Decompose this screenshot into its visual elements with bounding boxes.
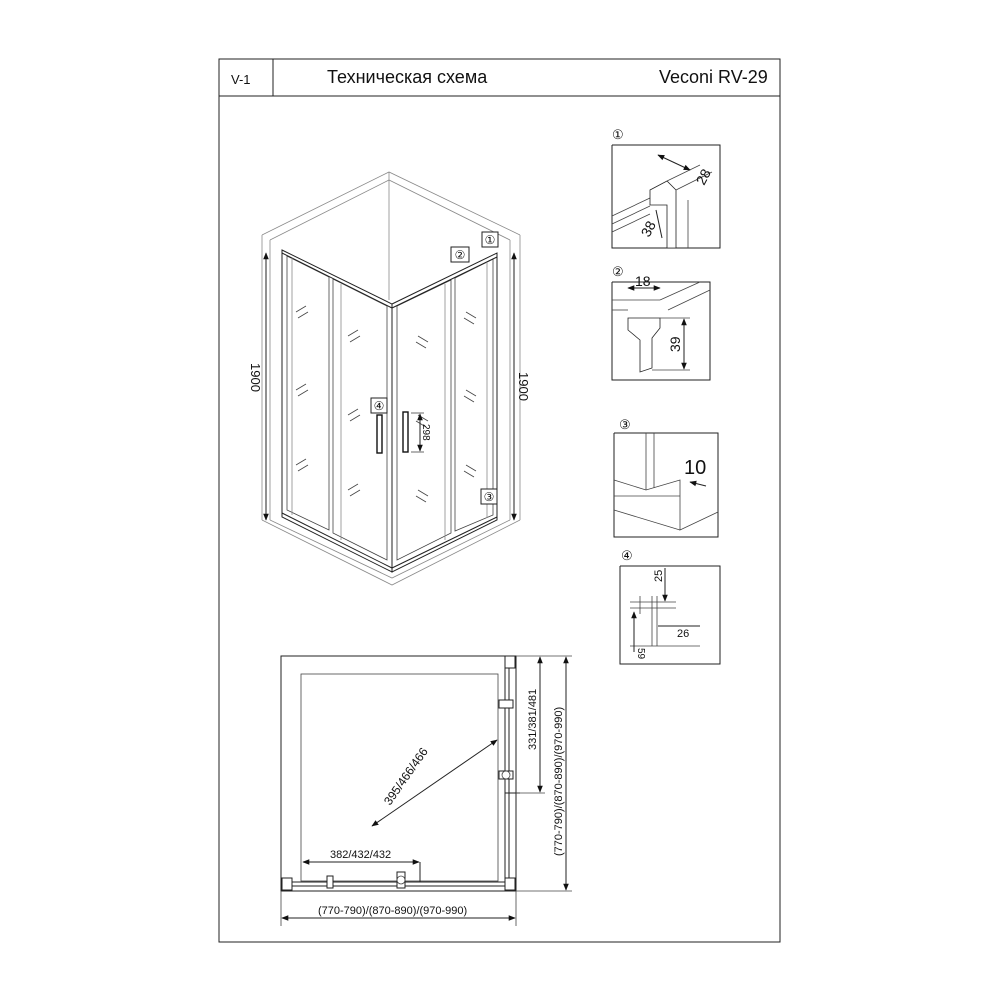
inner-width-dim: 382/432/432 (330, 849, 392, 861)
drawing-frame (219, 59, 780, 942)
detail-4-dim-59: 59 (635, 648, 646, 660)
detail-3-number: ③ (619, 417, 631, 432)
detail-1 (612, 127, 720, 248)
callout-3: ③ (483, 490, 495, 504)
detail-2-number: ② (612, 264, 624, 279)
detail-4-dim-25: 25 (653, 569, 665, 582)
perspective-view (248, 172, 531, 585)
callout-1: ① (484, 233, 496, 247)
detail-1-number: ① (612, 127, 624, 142)
detail-3 (614, 417, 718, 537)
height-dim-right: 1900 (516, 372, 531, 401)
diagonal-dim: 395/466/466 (380, 745, 431, 808)
callout-4: ④ (373, 399, 385, 413)
sheet-code: V-1 (231, 72, 251, 87)
height-dim-left: 1900 (248, 363, 263, 392)
model-name: Veconi RV-29 (659, 67, 768, 87)
detail-2 (612, 264, 710, 380)
detail-1-dim-38: 38 (637, 218, 659, 240)
callout-2: ② (454, 248, 466, 262)
detail-4-dim-26: 26 (677, 628, 690, 640)
detail-3-dim-10: 10 (684, 457, 707, 479)
detail-2-dim-18: 18 (635, 273, 651, 289)
detail-1-dim-28: 28 (692, 166, 714, 188)
detail-2-dim-39: 39 (667, 336, 683, 352)
sheet-title: Техническая схема (327, 67, 488, 87)
right-upper-dim: 331/381/481 (527, 688, 539, 750)
left-door-handle (377, 415, 382, 453)
handle-dim: 298 (420, 424, 431, 441)
bottom-width-dim: (770-790)/(870-890)/(970-990) (318, 905, 468, 917)
plan-view (281, 656, 572, 926)
right-full-dim: (770-790)/(870-890)/(970-990) (553, 706, 565, 856)
detail-4 (620, 548, 720, 664)
detail-4-number: ④ (621, 548, 633, 563)
right-door-handle (403, 412, 408, 452)
